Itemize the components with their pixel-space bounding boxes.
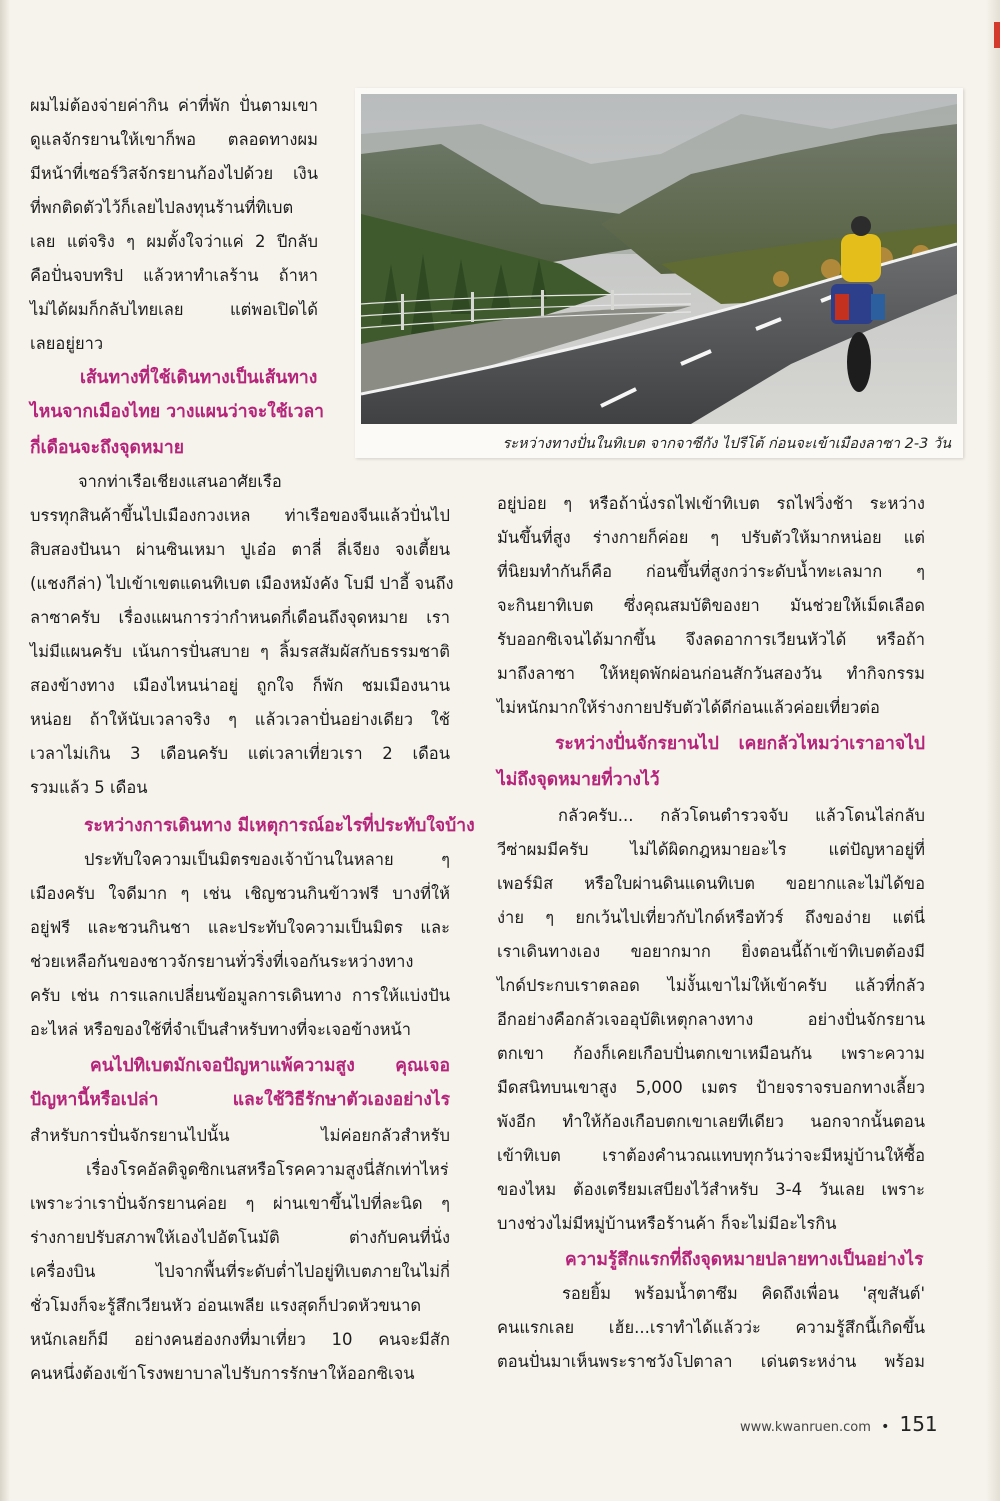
body-text-line: มันขึ้นที่สูง ร่างกายก็ค่อย ๆ ปรับตัวให้มากหน่อย แต่ bbox=[497, 528, 925, 547]
body-text-line: เมืองครับ ใจดีมาก ๆ เช่น เชิญชวนกินข้าวฟรี บางที่ให้ bbox=[30, 884, 450, 903]
body-text-line: ลาซาครับ เรื่องแผนการว่ากำหนดกี่เดือนถึงจุดหมาย เรา bbox=[30, 608, 450, 627]
body-text-line: สองข้างทาง เมืองไหนน่าอยู่ ถูกใจ ก็พัก ชมเมืองนาน bbox=[30, 676, 450, 695]
cyclist-road-photo bbox=[361, 94, 957, 424]
section-heading: เส้นทางที่ใช้เดินทางเป็นเส้นทาง bbox=[80, 368, 318, 388]
section-marker bbox=[994, 22, 1000, 48]
body-text-line: ชั่วโมงก็จะรู้สึกเวียนหัว อ่อนเพลีย แรงสุดก็ปวดหัวขนาด bbox=[30, 1296, 422, 1315]
body-text-line: จะกินยาทิเบต ซึ่งคุณสมบัติของยา มันช่วยให้เม็ดเลือด bbox=[497, 596, 925, 615]
body-text-line: เข้าทิเบต เราต้องคำนวณแทบทุกวันว่าจะมีหมู่บ้านให้ซื้อ bbox=[497, 1146, 925, 1165]
body-text-line: อยู่ฟรี และชวนกินชา และประทับใจความเป็นมิตร และ bbox=[30, 918, 450, 937]
body-text-line: มีหน้าที่เซอร์วิสจักรยานก้องไปด้วย เงิน bbox=[30, 164, 318, 183]
body-text-line: สำหรับการปั่นจักรยานไปนั้น ไม่ค่อยกลัวสำหรับ bbox=[30, 1126, 450, 1145]
body-text-line: หน่อย ถ้าให้นับเวลาจริง ๆ แล้วเวลาปั่นอย่างเดียว ใช้ bbox=[30, 710, 450, 729]
body-text-line: ประทับใจความเป็นมิตรของเจ้าบ้านในหลาย ๆ bbox=[84, 850, 450, 869]
body-text-line: เลย แต่จริง ๆ ผมตั้งใจว่าแค่ 2 ปีกลับ bbox=[30, 232, 318, 251]
body-text-line: บางช่วงไม่มีหมู่บ้านหรือร้านค้า ก็จะไม่มีอะไรกิน bbox=[497, 1214, 837, 1233]
body-text-line: คือปั่นจบทริป แล้วหาทำเลร้าน ถ้าหา bbox=[30, 266, 318, 285]
body-text-line: มืดสนิทบนเขาสูง 5,000 เมตร ป้ายจราจรบอกทางเลี้ยว bbox=[497, 1078, 925, 1097]
footer-separator: • bbox=[881, 1419, 890, 1435]
body-text-line: เราเดินทางเอง ขอยากมาก ยิ่งตอนนี้ถ้าเข้าทิเบตต้องมี bbox=[497, 942, 925, 961]
body-text-line: ไม่ได้ผมก็กลับไทยเลย แต่พอเปิดได้ bbox=[30, 300, 318, 319]
body-text-line: อยู่บ่อย ๆ หรือถ้านั่งรถไฟเข้าทิเบต รถไฟวิ่งช้า ระหว่าง bbox=[497, 494, 925, 513]
body-text-line: จากท่าเรือเชียงแสนอาศัยเรือ bbox=[78, 472, 282, 491]
body-text-line: ไม่มีแผนครับ เน้นการปั่นสบาย ๆ ลิ้มรสสัมผัสกับธรรมชาติ bbox=[30, 642, 450, 661]
body-text-line: ที่พกติดตัวไว้ก็เลยไปลงทุนร้านที่ทิเบต bbox=[30, 198, 294, 217]
body-text-line: วีซ่าผมมีครับ ไม่ได้ผิดกฎหมายอะไร แต่ปัญหาอยู่ที่ bbox=[497, 840, 925, 859]
body-text-line: รับออกซิเจนได้มากขึ้น จึงลดอาการเวียนหัวได้ หรือถ้า bbox=[497, 630, 925, 649]
body-text-line: เวลาไม่เกิน 3 เดือนครับ แต่เวลาเที่ยวเรา 2 เดือน bbox=[30, 744, 450, 763]
page-number: 151 bbox=[899, 1412, 938, 1436]
body-text-line: สิบสองปันนา ผ่านซินเหมา ปูเอ๋อ ตาลี่ ลี่เจียง จงเตี้ยน bbox=[30, 540, 450, 559]
body-text-line: ช่วยเหลือกันของชาวจักรยานทั่วริ่งที่เจอกันระหว่างทาง bbox=[30, 952, 414, 971]
body-text-line: รอยยิ้ม พร้อมน้ำตาซึม คิดถึงเพื่อน 'สุขสันต์' bbox=[562, 1284, 925, 1303]
section-heading: ความรู้สึกแรกที่ถึงจุดหมายปลายทางเป็นอย่างไร bbox=[565, 1250, 924, 1270]
body-text-line: ตกเขา ก้องก็เคยเกือบปั่นตกเขาเหมือนกัน เพราะความ bbox=[497, 1044, 925, 1063]
body-text-line: ไม่หนักมากให้ร่างกายปรับตัวได้ดีก่อนแล้วค่อยเที่ยวต่อ bbox=[497, 698, 880, 717]
body-text-line: เรื่องโรคอัลติจูดซิกเนสหรือโรคความสูงนี่สักเท่าไหร่ bbox=[86, 1160, 449, 1179]
photo-card bbox=[355, 88, 963, 458]
body-text-line: ร่างกายปรับสภาพให้เองไปอัตโนมัติ ต่างกับคนที่นั่ง bbox=[30, 1228, 450, 1247]
body-text-line: ง่าย ๆ ยกเว้นไปเที่ยวกับไกด์หรือทัวร์ ถึงของ่าย แต่นี่ bbox=[497, 908, 925, 927]
body-text-line: บรรทุกสินค้าขึ้นไปเมืองกวงเหล ท่าเรือของจีนแล้วปั่นไป bbox=[30, 506, 450, 525]
photo-caption: ระหว่างทางปั่นในทิเบต จากจาซีกัง ไปรีโต้ ก่อนจะเข้าเมืองลาซา 2-3 วัน bbox=[502, 436, 951, 452]
body-text-line: ไกด์ประกบเราตลอด ไม่งั้นเขาไม่ให้เข้าครับ แล้วที่กลัว bbox=[497, 976, 925, 995]
section-heading: ระหว่างการเดินทาง มีเหตุการณ์อะไรที่ประทับใจบ้าง bbox=[84, 816, 475, 836]
section-heading: ไม่ถึงจุดหมายที่วางไว้ bbox=[497, 770, 660, 790]
body-text-line: ตอนปั่นมาเห็นพระราชวังโปตาลา เด่นตระหง่าน พร้อม bbox=[497, 1352, 925, 1371]
body-text-line: คนแรกเลย เฮ้ย...เราทำได้แล้วว่ะ ความรู้สึกนี้เกิดขึ้น bbox=[497, 1318, 925, 1337]
body-text-line: รวมแล้ว 5 เดือน bbox=[30, 778, 148, 797]
body-text-line: ที่นิยมทำกันก็คือ ก่อนขึ้นที่สูงกว่าระดับน้ำทะเลมาก ๆ bbox=[497, 562, 925, 581]
page-edge-left bbox=[0, 0, 10, 1501]
body-text-line: เลยอยู่ยาว bbox=[30, 334, 104, 353]
body-text-line: ผมไม่ต้องจ่ายค่ากิน ค่าที่พัก ปั่นตามเขา bbox=[30, 96, 318, 115]
body-text-line: กลัวครับ... กลัวโดนตำรวจจับ แล้วโดนไล่กลับ bbox=[558, 806, 925, 825]
section-heading: ระหว่างปั่นจักรยานไป เคยกลัวไหมว่าเราอาจไป bbox=[555, 734, 925, 754]
body-text-line: คนหนึ่งต้องเข้าโรงพยาบาลไปรับการรักษาให้ออกซิเจน bbox=[30, 1364, 415, 1383]
body-text-line: อะไหล่ หรือของใช้ที่จำเป็นสำหรับทางที่จะเจอข้างหน้า bbox=[30, 1020, 412, 1039]
page-edge-right bbox=[986, 0, 1000, 1501]
section-heading: ไหนจากเมืองไทย วางแผนว่าจะใช้เวลา bbox=[30, 402, 325, 422]
body-text-line: มาถึงลาซา ให้หยุดพักผ่อนก่อนสักวันสองวัน ทำกิจกรรม bbox=[497, 664, 925, 683]
body-text-line: เพอร์มิส หรือใบผ่านดินแดนทิเบต ขอยากและไม่ได้ขอ bbox=[497, 874, 925, 893]
section-heading: ปัญหานี้หรือเปล่า และใช้วิธีรักษาตัวเองอย่างไร bbox=[30, 1090, 450, 1110]
body-text-line: เพราะว่าเราปั่นจักรยานค่อย ๆ ผ่านเขาขึ้นไปที่ละนิด ๆ bbox=[30, 1194, 450, 1213]
website-url: www.kwanruen.com bbox=[740, 1420, 871, 1435]
body-text-line: พังอีก ทำให้ก้องเกือบตกเขาเลยทีเดียว นอกจากนั้นตอน bbox=[497, 1112, 925, 1131]
body-text-line: (แชงกีล่า) ไปเข้าเขตแดนทิเบต เมืองหมังคัง โบมี ปาอี้ จนถึง bbox=[30, 574, 454, 593]
body-text-line: อีกอย่างคือกลัวเจออุบัติเหตุกลางทาง อย่างปั่นจักรยาน bbox=[497, 1010, 925, 1029]
page-footer bbox=[740, 1412, 938, 1436]
body-text-line: ครับ เช่น การแลกเปลี่ยนข้อมูลการเดินทาง การให้แบ่งปัน bbox=[30, 986, 450, 1005]
body-text-line: หนักเลยก็มี อย่างคนฮ่องกงที่มาเที่ยว 10 คนจะมีสัก bbox=[30, 1330, 450, 1349]
body-text-line: ดูแลจักรยานให้เขาก็พอ ตลอดทางผม bbox=[30, 130, 318, 149]
section-heading: กี่เดือนจะถึงจุดหมาย bbox=[30, 438, 184, 458]
body-text-line: เครื่องบิน ไปจากพื้นที่ระดับต่ำไปอยู่ทิเบตภายในไม่กี่ bbox=[30, 1262, 450, 1281]
body-text-line: ของไหม ต้องเตรียมเสบียงไว้สำหรับ 3-4 วันเลย เพราะ bbox=[497, 1180, 925, 1199]
section-heading: คนไปทิเบตมักเจอปัญหาแพ้ความสูง คุณเจอ bbox=[90, 1056, 450, 1076]
